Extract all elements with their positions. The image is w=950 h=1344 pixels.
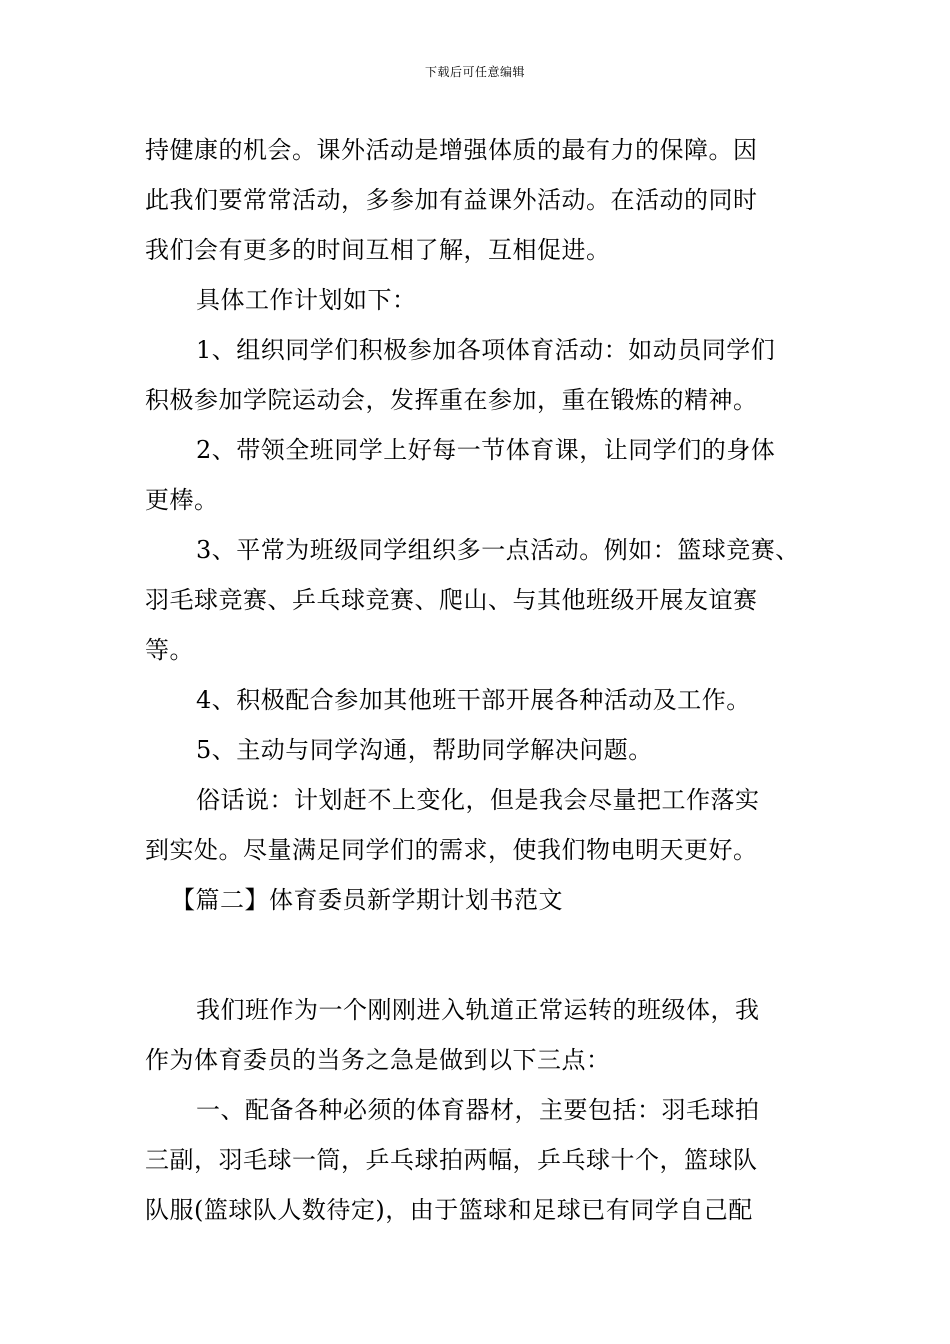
paragraph-line: 持健康的机会。课外活动是增强体质的最有力的保障。因 [145,136,758,164]
paragraph-line: 一、配备各种必须的体育器材，主要包括：羽毛球拍 [196,1096,760,1124]
blank-spacer [145,925,810,985]
document-body [145,125,810,1235]
list-item-3: 3、平常为班级同学组织多一点活动。例如：篮球竞赛、 [196,536,800,564]
list-item-2-continued: 更棒。 [145,486,219,514]
paragraph-line: 我们班作为一个刚刚进入轨道正常运转的班级体，我 [196,996,760,1024]
list-item-1: 1、组织同学们积极参加各项体育活动：如动员同学们 [196,336,776,364]
list-item-3-continued: 羽毛球竞赛、乒乓球竞赛、爬山、与其他班级开展友谊赛 [145,586,758,614]
paragraph-line: 到实处。尽量满足同学们的需求，使我们物电明天更好。 [145,836,758,864]
paragraph-line: 作为体育委员的当务之急是做到以下三点： [145,1046,611,1074]
paragraph-line: 此我们要常常活动，多参加有益课外活动。在活动的同时 [145,186,758,214]
section-heading: 【篇二】体育委员新学期计划书范文 [171,886,563,914]
paragraph-line: 三副，羽毛球一筒，乒乓球拍两幅，乒乓球十个，篮球队 [145,1146,758,1174]
paragraph-line: 我们会有更多的时间互相了解，互相促进。 [145,236,611,264]
paragraph-line: 队服(篮球队人数待定)，由于篮球和足球已有同学自己配 [145,1196,753,1224]
list-item-1-continued: 积极参加学院运动会，发挥重在参加，重在锻炼的精神。 [145,386,758,414]
paragraph-line: 俗话说：计划赶不上变化，但是我会尽量把工作落实 [196,786,760,814]
list-item-5: 5、主动与同学沟通，帮助同学解决问题。 [196,736,653,764]
list-item-2: 2、带领全班同学上好每一节体育课，让同学们的身体 [196,436,776,464]
page-header: 下载后可任意编辑 [424,65,525,79]
list-item-4: 4、积极配合参加其他班干部开展各种活动及工作。 [196,686,751,714]
paragraph-line: 具体工作计划如下： [196,286,417,314]
list-item-3-continued: 等。 [145,636,194,664]
